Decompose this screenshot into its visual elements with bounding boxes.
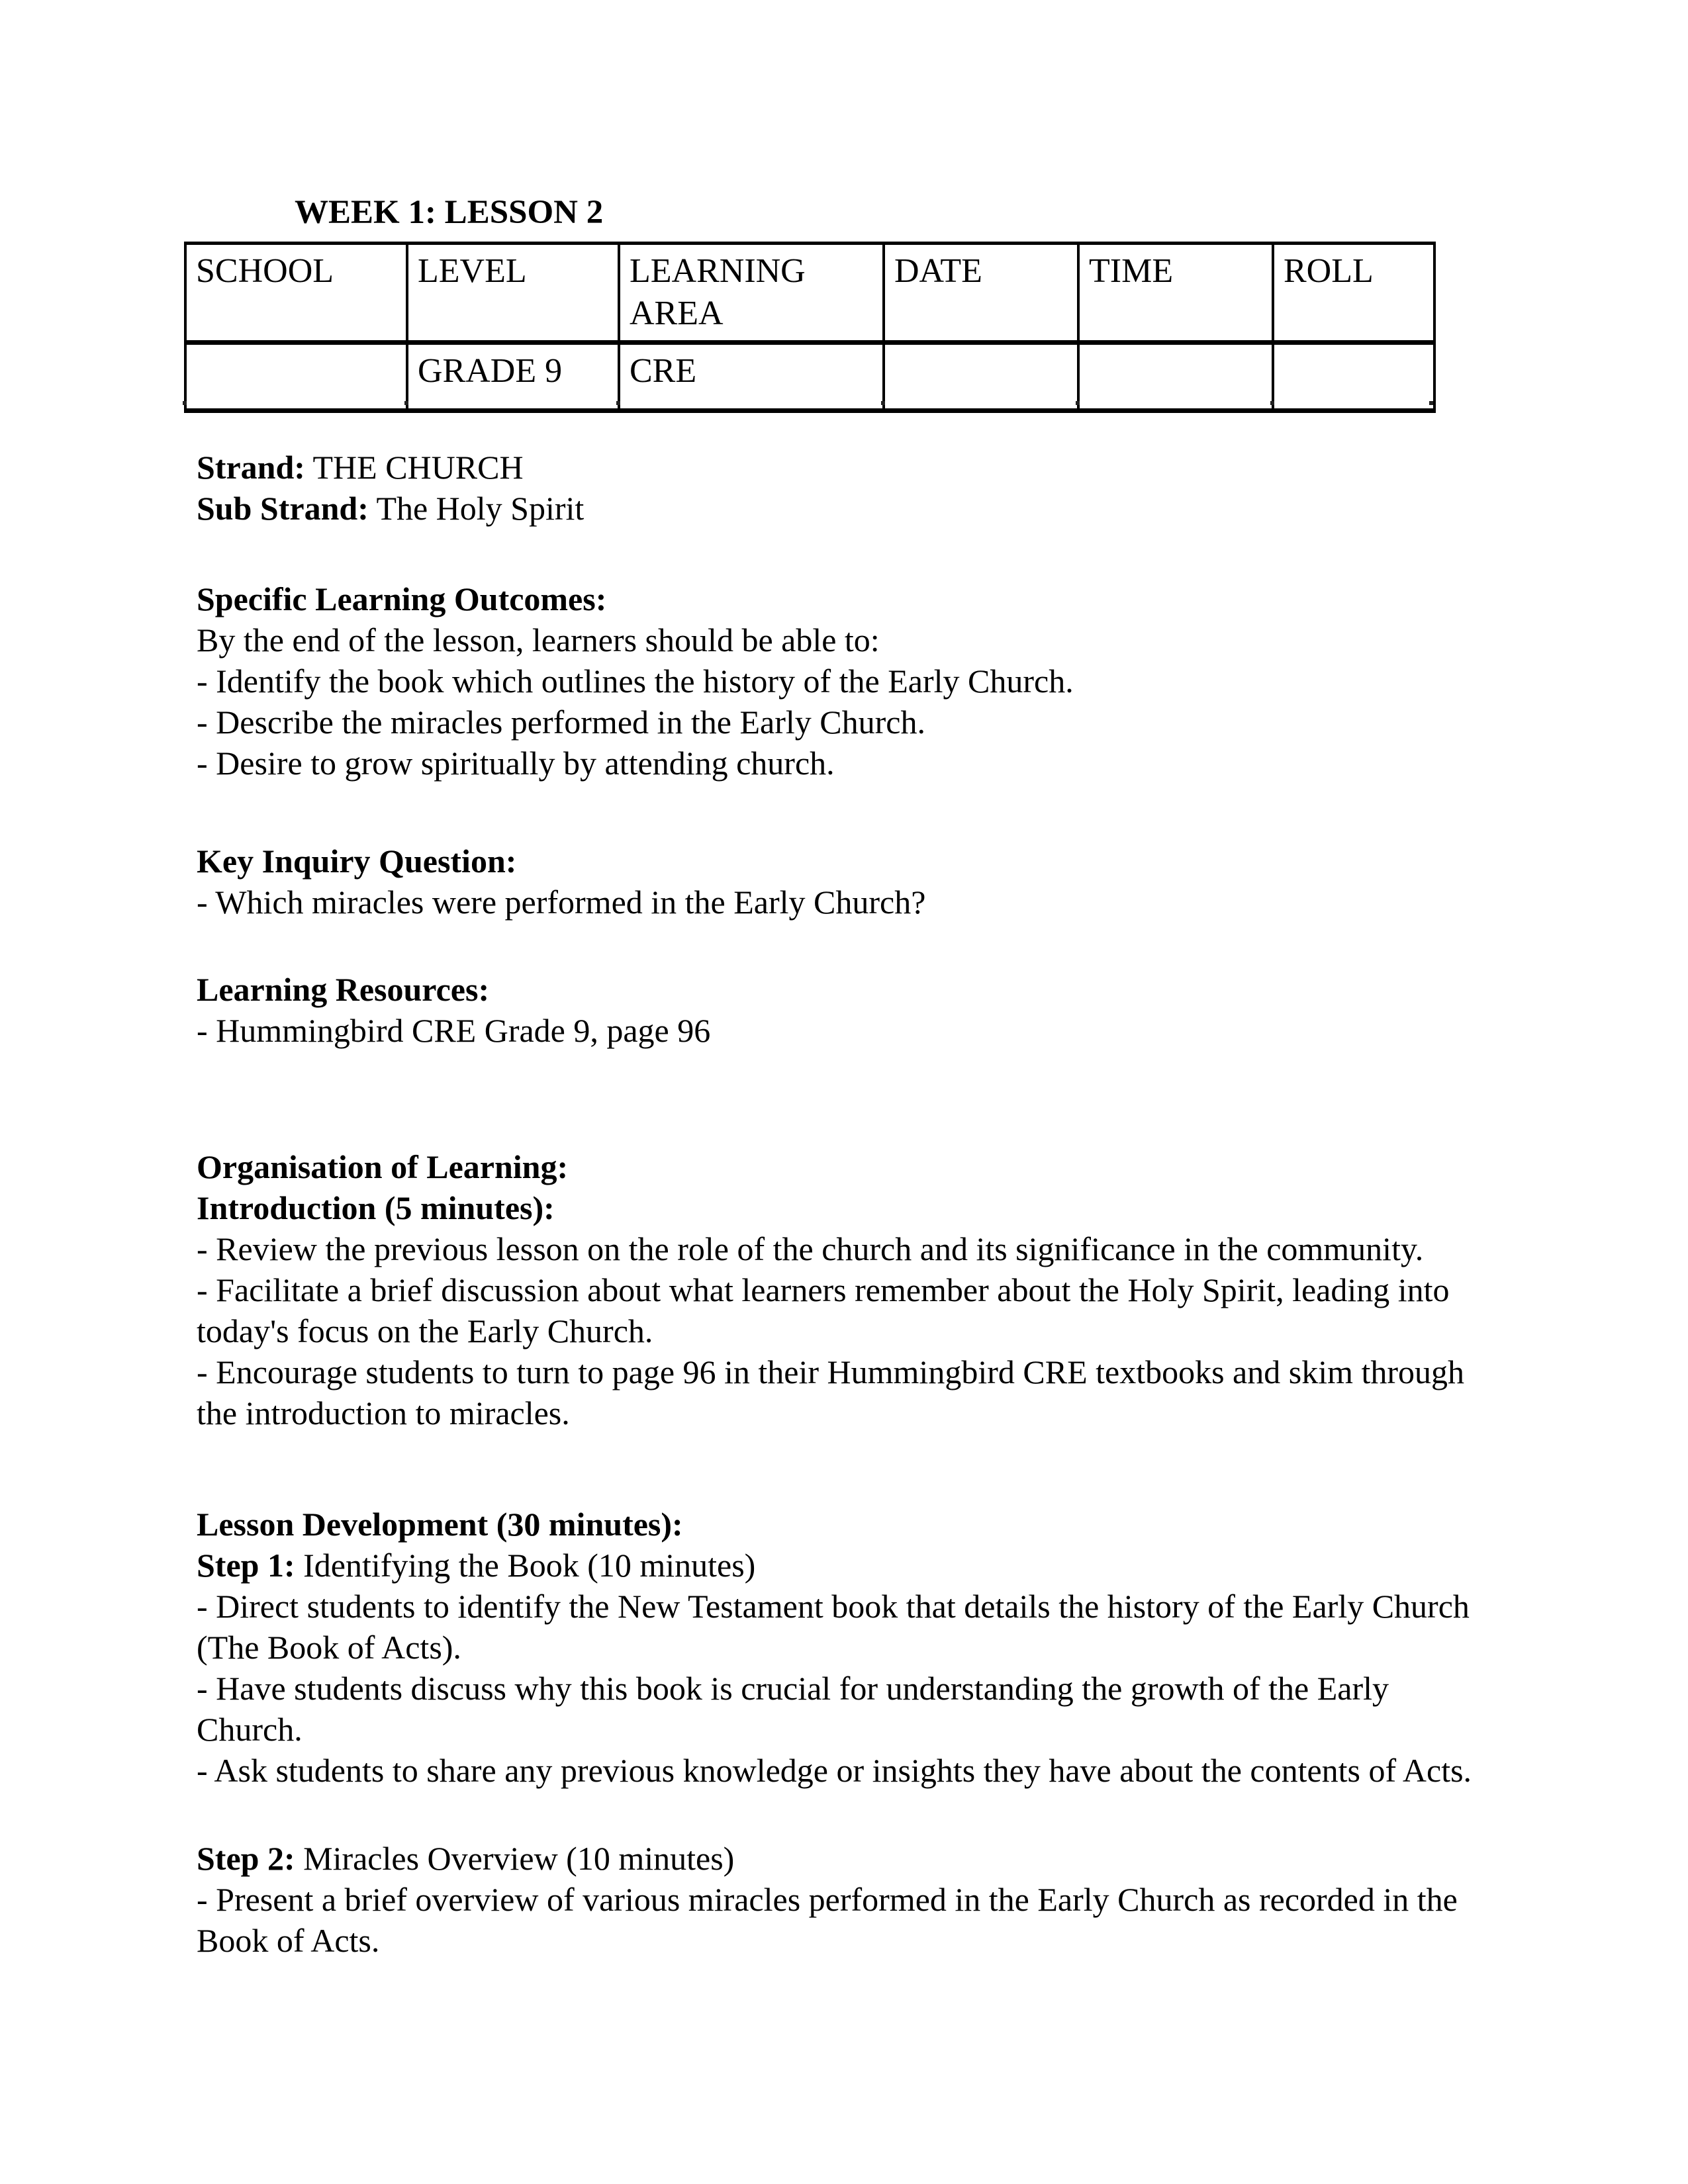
- text-line: [197, 1269, 1554, 1310]
- line-text: - Direct students to identify the New Testament book that details the history of the Early Church: [197, 1588, 1470, 1625]
- tick-mark: [881, 401, 885, 405]
- line-text: - Desire to grow spiritually by attending church.: [197, 745, 835, 782]
- lesson-info-table: [184, 242, 1436, 413]
- text-line: [197, 1351, 1554, 1392]
- line-text: By the end of the lesson, learners should be able to:: [197, 621, 880, 659]
- text-line: [197, 1709, 1554, 1750]
- text-line: [197, 1668, 1554, 1709]
- line-text: - Review the previous lesson on the role of the church and its significance in the community.: [197, 1230, 1424, 1267]
- section-heading: [197, 1146, 1554, 1187]
- table-data-row: [185, 343, 1434, 411]
- bold-label: Lesson Development (30 minutes):: [197, 1506, 683, 1543]
- line-text: Miracles Overview (10 minutes): [295, 1840, 735, 1877]
- text-line: [197, 660, 1554, 702]
- text-block: [197, 1146, 1554, 1433]
- table-cell-learning-area: CRE: [619, 343, 884, 411]
- line-text: - Identify the book which outlines the history of the Early Church.: [197, 662, 1074, 700]
- bold-label: Organisation of Learning:: [197, 1148, 569, 1185]
- table-header-time: TIME: [1078, 244, 1273, 343]
- bold-label: Specific Learning Outcomes:: [197, 580, 607, 617]
- line-text: - Present a brief overview of various miracles performed in the Early Church as recorded in the: [197, 1881, 1458, 1918]
- tick-mark: [404, 401, 408, 405]
- table-header-row: [185, 244, 1434, 343]
- line-text: The Holy Spirit: [368, 490, 585, 527]
- bold-label: Strand:: [197, 449, 305, 486]
- bold-label: Introduction (5 minutes):: [197, 1189, 555, 1226]
- text-block: [197, 969, 1554, 1051]
- text-block: [197, 1838, 1554, 1961]
- text-block: [197, 578, 1554, 784]
- line-text: - Encourage students to turn to page 96 in their Hummingbird CRE textbooks and skim through: [197, 1353, 1465, 1390]
- section-heading: [197, 841, 1554, 882]
- table-cell-school: [185, 343, 407, 411]
- line-text: Book of Acts.: [197, 1922, 380, 1959]
- text-line: [197, 1228, 1554, 1269]
- tick-mark: [183, 401, 187, 405]
- table-cell-date: [884, 343, 1078, 411]
- text-line: [197, 702, 1554, 743]
- table-cell-level: GRADE 9: [407, 343, 619, 411]
- text-line: [197, 882, 1554, 923]
- text-line: [197, 619, 1554, 660]
- table-cell-roll: [1273, 343, 1434, 411]
- text-line: [197, 1545, 1554, 1586]
- table-cell-time: [1078, 343, 1273, 411]
- text-line: [197, 1627, 1554, 1668]
- table-header-school: SCHOOL: [185, 244, 407, 343]
- table-header-date: DATE: [884, 244, 1078, 343]
- bold-label: Step 2:: [197, 1840, 295, 1877]
- section-heading: [197, 578, 1554, 619]
- bold-label: Learning Resources:: [197, 971, 490, 1008]
- table-header-learning-area: LEARNING AREA: [619, 244, 884, 343]
- text-line: [197, 1010, 1554, 1051]
- text-line: [197, 488, 1554, 529]
- text-line: [197, 1310, 1554, 1351]
- line-text: Church.: [197, 1711, 303, 1748]
- tick-mark: [616, 401, 620, 405]
- line-text: THE CHURCH: [305, 449, 524, 486]
- section-heading: [197, 1504, 1554, 1545]
- bold-label: Sub Strand:: [197, 490, 369, 527]
- tick-mark: [1429, 401, 1433, 405]
- section-heading: [197, 969, 1554, 1010]
- text-line: [197, 1392, 1554, 1433]
- tick-mark: [1270, 401, 1274, 405]
- line-text: (The Book of Acts).: [197, 1629, 461, 1666]
- text-line: [197, 743, 1554, 784]
- line-text: the introduction to miracles.: [197, 1394, 570, 1432]
- line-text: - Facilitate a brief discussion about what learners remember about the Holy Spirit, leading into: [197, 1271, 1450, 1308]
- text-block: [197, 841, 1554, 923]
- table-header-level: LEVEL: [407, 244, 619, 343]
- tick-mark: [1076, 401, 1080, 405]
- line-text: - Describe the miracles performed in the Early Church.: [197, 704, 925, 741]
- text-line: [197, 1750, 1554, 1791]
- page-title: WEEK 1: LESSON 2: [295, 194, 604, 231]
- text-line: [197, 1879, 1554, 1920]
- line-text: - Hummingbird CRE Grade 9, page 96: [197, 1012, 711, 1049]
- text-block: [197, 1504, 1554, 1791]
- bold-label: Step 1:: [197, 1547, 295, 1584]
- text-line: [197, 1920, 1554, 1961]
- line-text: - Ask students to share any previous knowledge or insights they have about the contents of Acts.: [197, 1752, 1472, 1789]
- text-line: [197, 1586, 1554, 1627]
- line-text: - Have students discuss why this book is crucial for understanding the growth of the Early: [197, 1670, 1389, 1707]
- table-header-roll: ROLL: [1273, 244, 1434, 343]
- text-line: [197, 447, 1554, 488]
- line-text: - Which miracles were performed in the Early Church?: [197, 884, 926, 921]
- text-line: [197, 1838, 1554, 1879]
- section-heading: [197, 1187, 1554, 1228]
- line-text: today's focus on the Early Church.: [197, 1312, 653, 1349]
- bold-label: Key Inquiry Question:: [197, 842, 517, 880]
- text-block: [197, 447, 1554, 529]
- line-text: Identifying the Book (10 minutes): [295, 1547, 756, 1584]
